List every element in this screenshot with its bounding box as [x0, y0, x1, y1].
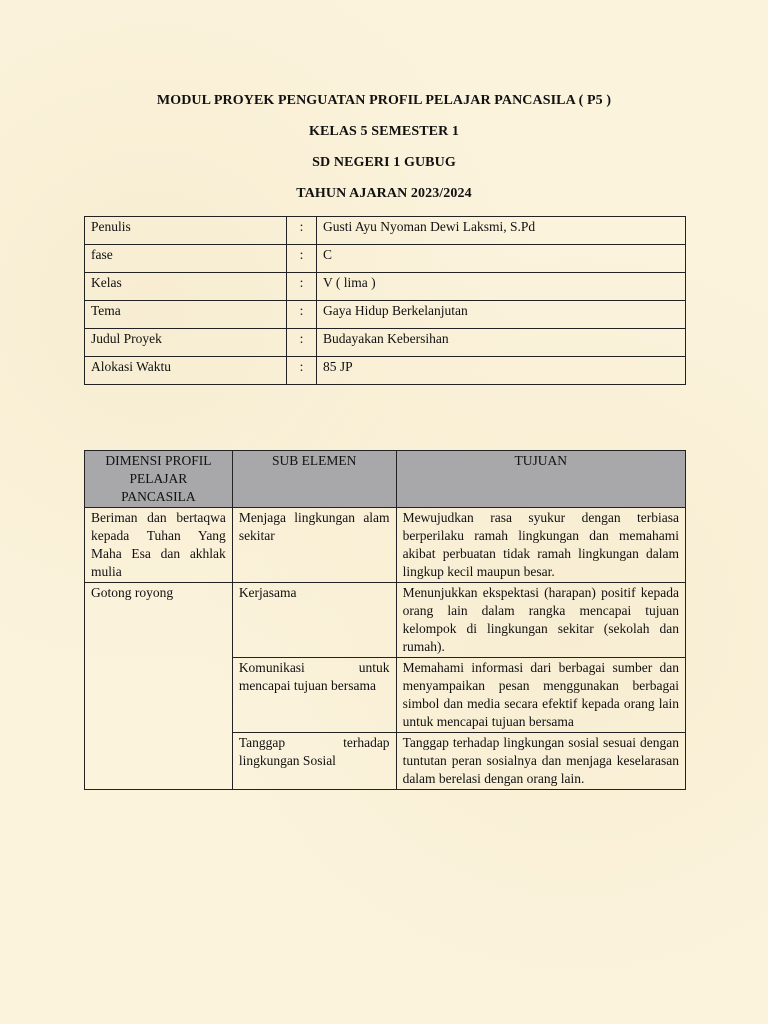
- info-separator: :: [287, 245, 317, 273]
- info-value: C: [317, 245, 686, 273]
- info-label: Tema: [85, 301, 287, 329]
- info-row-fase: [85, 245, 686, 273]
- sub-elemen-cell: Kerjasama: [232, 583, 396, 658]
- info-value: Budayakan Kebersihan: [317, 329, 686, 357]
- info-value: Gusti Ayu Nyoman Dewi Laksmi, S.Pd: [317, 217, 686, 245]
- info-separator: :: [287, 357, 317, 385]
- info-separator: :: [287, 329, 317, 357]
- info-value: Gaya Hidup Berkelanjutan: [317, 301, 686, 329]
- info-separator: :: [287, 301, 317, 329]
- table-row: [85, 508, 686, 583]
- info-row-alokasi-waktu: [85, 357, 686, 385]
- info-row-penulis: [85, 217, 686, 245]
- info-value: 85 JP: [317, 357, 686, 385]
- info-row-judul-proyek: [85, 329, 686, 357]
- dimensi-cell: Gotong royong: [85, 583, 233, 790]
- info-separator: :: [287, 273, 317, 301]
- document-title: MODUL PROYEK PENGUATAN PROFIL PELAJAR PANCASILA ( P5 ): [156, 93, 612, 108]
- info-row-kelas: [85, 273, 686, 301]
- tujuan-cell: Mewujudkan rasa syukur dengan terbiasa berperilaku ramah lingkungan dan memahami akibat perbuatan tidak ramah lingkungan dalam lingkup kecil maupun besar.: [396, 508, 685, 583]
- info-label: Kelas: [85, 273, 287, 301]
- tujuan-cell: Tanggap terhadap lingkungan sosial sesuai dengan tuntutan peran sosialnya dan menjaga keselarasan dalam berelasi dengan orang lain.: [396, 733, 685, 790]
- info-label: fase: [85, 245, 287, 273]
- column-header-dimensi: DIMENSI PROFIL PELAJAR PANCASILA: [85, 451, 233, 508]
- table-header-row: [85, 451, 686, 508]
- sub-elemen-cell: Menjaga lingkungan alam sekitar: [232, 508, 396, 583]
- info-label: Judul Proyek: [85, 329, 287, 357]
- table-row: [85, 583, 686, 658]
- tujuan-cell: Menunjukkan ekspektasi (harapan) positif kepada orang lain dalam rangka mencapai tujuan kelompok di lingkungan sekitar (sekolah dan rumah).: [396, 583, 685, 658]
- info-label: Penulis: [85, 217, 287, 245]
- sub-elemen-cell: Tanggap terhadap lingkungan Sosial: [232, 733, 396, 790]
- class-semester-heading: KELAS 5 SEMESTER 1: [308, 124, 459, 139]
- profile-dimension-table: [84, 450, 686, 790]
- column-header-sub-elemen: SUB ELEMEN: [232, 451, 396, 508]
- academic-year-heading: TAHUN AJARAN 2023/2024: [296, 186, 472, 201]
- info-value: V ( lima ): [317, 273, 686, 301]
- info-label: Alokasi Waktu: [85, 357, 287, 385]
- sub-elemen-cell: Komunikasi untuk mencapai tujuan bersama: [232, 658, 396, 733]
- info-row-tema: [85, 301, 686, 329]
- tujuan-cell: Memahami informasi dari berbagai sumber dan menyampaikan pesan menggunakan berbagai simbol dan media secara efektif kepada orang lain untuk mencapai tujuan bersama: [396, 658, 685, 733]
- info-separator: :: [287, 217, 317, 245]
- module-info-table: [84, 216, 686, 385]
- column-header-tujuan: TUJUAN: [396, 451, 685, 508]
- dimensi-cell: Beriman dan bertaqwa kepada Tuhan Yang Maha Esa dan akhlak mulia: [85, 508, 233, 583]
- school-name-heading: SD NEGERI 1 GUBUG: [312, 155, 456, 170]
